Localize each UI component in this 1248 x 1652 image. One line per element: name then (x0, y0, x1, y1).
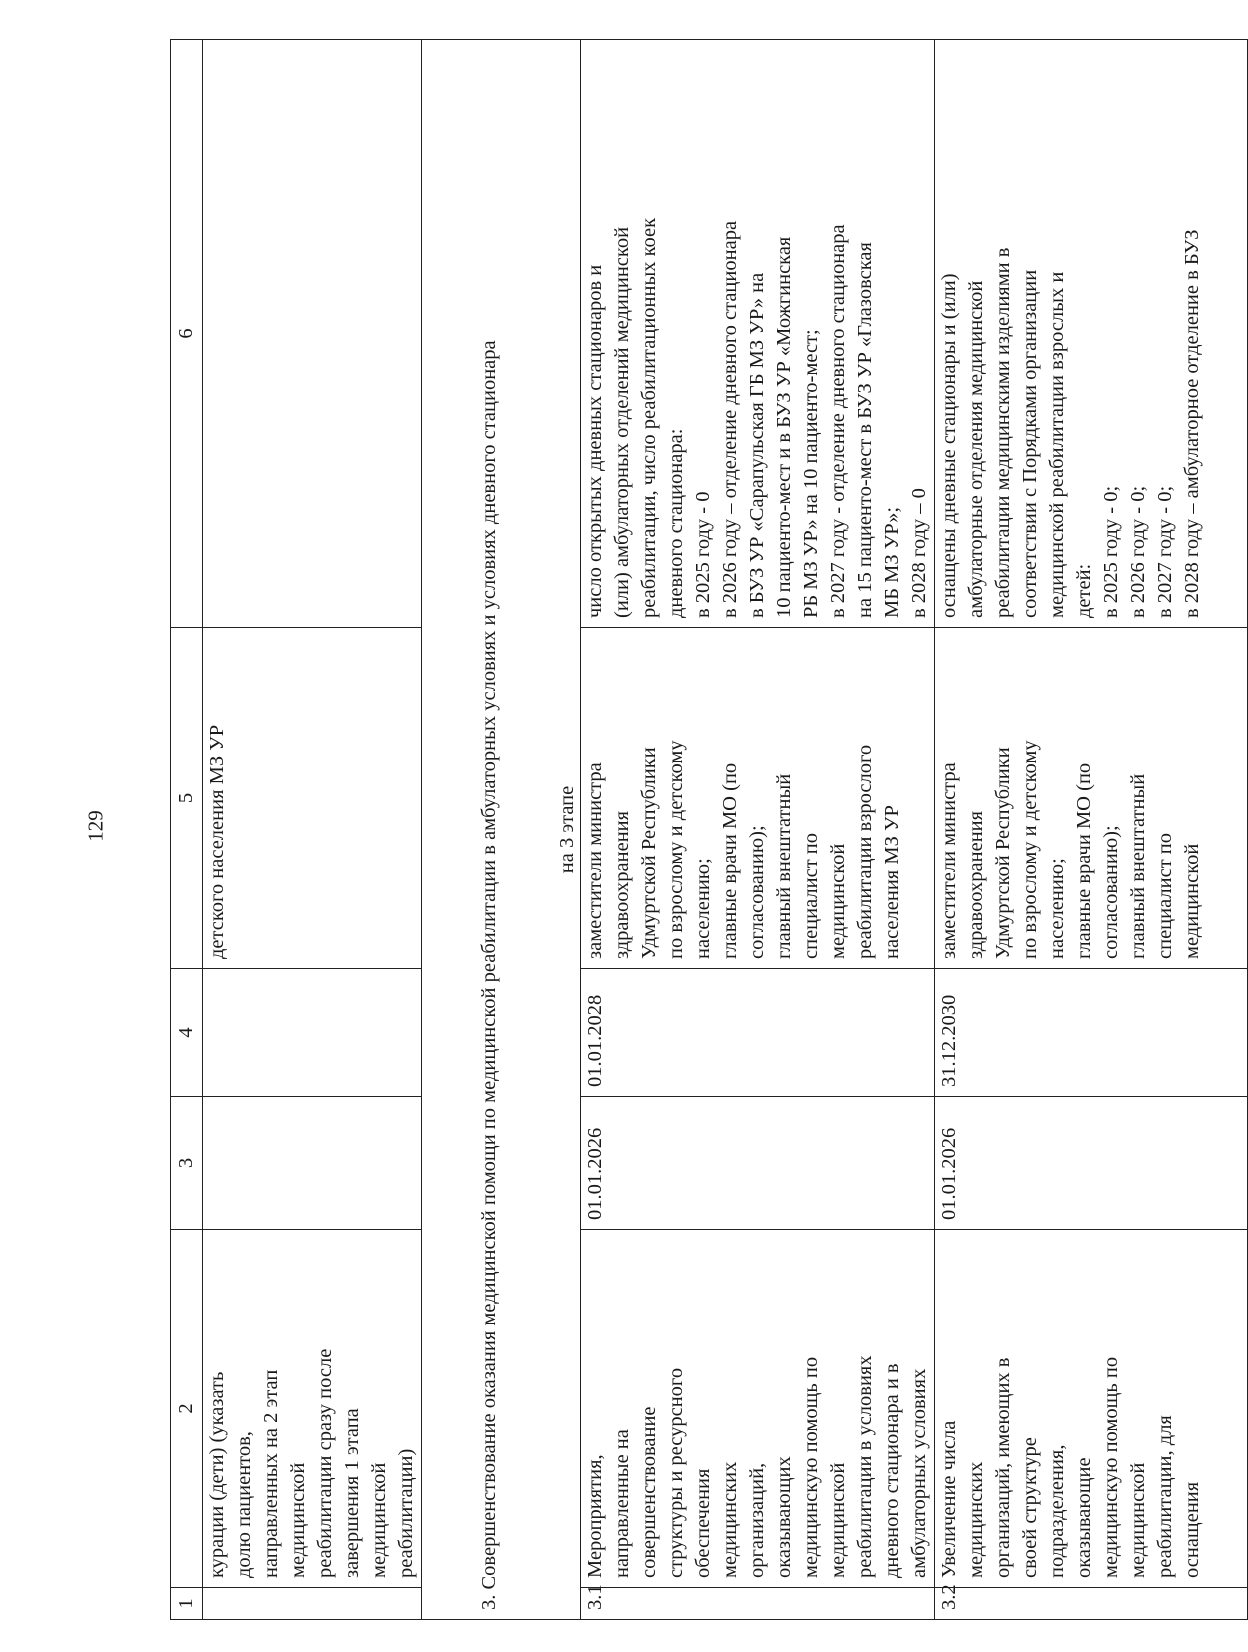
header-row (171, 40, 203, 1620)
section-heading-text (476, 49, 502, 1610)
table-row (935, 40, 1248, 1620)
end-date-cell: 31.12.2030 (935, 969, 1248, 1097)
measure-cell: Мероприятия, направленные на совершенствование структуры и ресурсного обеспечения медицинских организаций, оказывающих медицинскую помощь по медицинской реабилитации в условиях дневного стационара и в амбулаторных условиях (581, 1230, 935, 1588)
header-cell-5: 5 (171, 628, 203, 969)
start-date-cell: 01.01.2026 (935, 1097, 1248, 1230)
result-cell: число открытых дневных стационаров и (или) амбулаторных отделений медицинской реабилитации, число реабилитационных коек дневного стационара: в 2025 году - 0 в 2026 году – отделение дневного стационара в БУЗ УР «Сарапульская ГБ МЗ УР» на 10 пациенто-мест и в БУЗ УР «Можгинская РБ МЗ УР» на 10 пациенто-мест; в 2027 году - отделение дневного стационара на 15 пациенто-мест в БУЗ УР «Глазовская МБ МЗ УР»; в 2028 году – 0 (581, 40, 935, 628)
row-number-cell: 3.2 (935, 1588, 1248, 1620)
measure-cell: Увеличение числа медицинских организаций, имеющих в своей структуре подразделения, оказывающие медицинскую помощь по медицинской реабилитации, для оснащения (935, 1230, 1248, 1588)
table-row (581, 40, 935, 1620)
start-date-cell: 01.01.2026 (581, 1097, 935, 1230)
page-number: 129 (83, 810, 108, 842)
responsible-cell: заместители министра здравоохранения Удмуртской Республики по взрослому и детскому населению; главные врачи МО (по согласованию); главный внештатный специалист по медицинской реабилитации взрослого населения МЗ УР (581, 628, 935, 969)
responsible-cell: заместители министра здравоохранения Удмуртской Республики по взрослому и детскому населению; главные врачи МО (по согласованию); главный внештатный специалист по медицинской (935, 628, 1248, 969)
header-cell-2: 2 (171, 1230, 203, 1588)
section-row (422, 40, 581, 1620)
header-cell-6: 6 (171, 40, 203, 628)
carryover-row (203, 40, 422, 1620)
row-number-cell: 3.1 (581, 1588, 935, 1620)
end-date-cell: 01.01.2028 (581, 969, 935, 1097)
carryover-num-cell (203, 1588, 422, 1620)
result-cell: оснащены дневные стационары и (или) амбулаторные отделения медицинской реабилитации медицинскими изделиями в соответствии с Порядками организации медицинской реабилитации взрослых и детей: в 2025 году - 0; в 2026 году - 0; в 2027 году - 0; в 2028 году – амбулаторное отделение в БУЗ (935, 40, 1248, 628)
section-heading-line-2: на 3 этапе (556, 785, 578, 874)
header-cell-3: 3 (171, 1097, 203, 1230)
carryover-responsible-cell: детского населения МЗ УР (203, 628, 422, 969)
section-heading-cell (422, 40, 581, 1620)
carryover-end-cell (203, 969, 422, 1097)
carryover-result-cell (203, 40, 422, 628)
header-cell-1: 1 (171, 1588, 203, 1620)
plan-table (170, 39, 1248, 1620)
section-heading-line-1: 3. Совершенствование оказания медицинской помощи по медицинской реабилитации в амбулаторных условиях и условиях дневного стационара (478, 340, 500, 1610)
carryover-start-cell (203, 1097, 422, 1230)
header-cell-4: 4 (171, 969, 203, 1097)
carryover-measure-cell: курации (дети) (указать долю пациентов, направленных на 2 этап медицинской реабилитации сразу после завершения 1 этапа медицинской реабилитации) (203, 1230, 422, 1588)
rotated-table-sheet (170, 40, 1203, 1620)
